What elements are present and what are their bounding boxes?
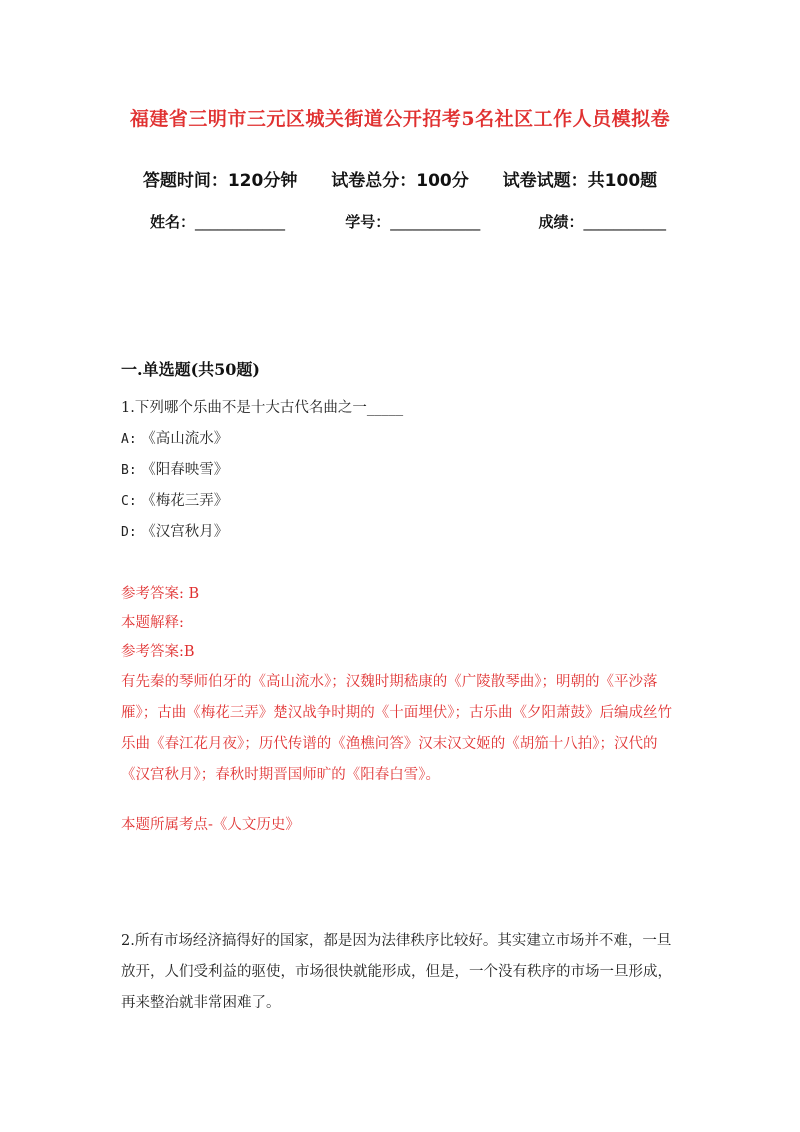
answer-repeat: 参考答案:B bbox=[121, 644, 195, 660]
option-a-letter: A: bbox=[121, 432, 137, 447]
option-d-letter: D: bbox=[121, 525, 137, 540]
option-a-text: 《高山流水》 bbox=[141, 431, 229, 447]
exam-question-count: 试卷试题：共100题 bbox=[502, 171, 658, 191]
option-b-text: 《阳春映雪》 bbox=[141, 462, 229, 478]
option-c-letter: C: bbox=[121, 494, 137, 509]
exam-title: 福建省三明市三元区城关街道公开招考5名社区工作人员模拟卷 bbox=[129, 108, 671, 130]
score-blank: ___________ bbox=[583, 213, 666, 231]
section-heading: 一.单选题(共50题) bbox=[121, 360, 260, 379]
question-1 bbox=[121, 393, 681, 548]
name-blank: ____________ bbox=[195, 213, 286, 231]
student-id-blank: ____________ bbox=[390, 213, 481, 231]
score-field bbox=[538, 211, 666, 232]
option-d-text: 《汉宫秋月》 bbox=[141, 524, 229, 540]
name-field bbox=[150, 211, 340, 232]
student-id-field bbox=[345, 211, 533, 232]
name-label: 姓名： bbox=[150, 213, 196, 231]
exam-meta bbox=[0, 166, 800, 191]
question-1-answer bbox=[121, 580, 681, 840]
option-a bbox=[121, 424, 681, 455]
question-2-stem: 2.所有市场经济搞得好的国家，都是因为法律秩序比较好。其实建立市场并不难，一旦放开，人们受利益的驱使，市场很快就能形成，但是，一个没有秩序的市场一旦形成，再来整治就非常困难了。 bbox=[121, 933, 672, 1011]
student-info-row bbox=[150, 211, 710, 232]
student-id-label: 学号： bbox=[345, 213, 391, 231]
answer-topic: 本题所属考点-《人文历史》 bbox=[121, 817, 300, 833]
question-1-stem: 1.下列哪个乐曲不是十大古代名曲之一_____ bbox=[121, 400, 404, 416]
explanation-label: 本题解释: bbox=[121, 615, 184, 631]
answer-label: 参考答案: B bbox=[121, 586, 200, 602]
option-c-text: 《梅花三弄》 bbox=[141, 493, 229, 509]
option-b-letter: B: bbox=[121, 463, 137, 478]
option-d bbox=[121, 517, 681, 548]
exam-time: 答题时间：120分钟 bbox=[142, 171, 298, 191]
option-b bbox=[121, 455, 681, 486]
exam-total-score: 试卷总分：100分 bbox=[331, 171, 469, 191]
answer-explanation: 有先秦的琴师伯牙的《高山流水》；汉魏时期嵇康的《广陵散琴曲》；明朝的《平沙落雁》；古曲《梅花三弄》楚汉战争时期的《十面埋伏》；古乐曲《夕阳萧鼓》后编成丝竹乐曲《春江花月夜》；历代传谱的《渔樵问答》汉末汉文姬的《胡笳十八拍》；汉代的《汉宫秋月》；春秋时期晋国师旷的《阳春白雪》。 bbox=[121, 674, 672, 783]
score-label: 成绩： bbox=[538, 213, 584, 231]
option-c bbox=[121, 486, 681, 517]
